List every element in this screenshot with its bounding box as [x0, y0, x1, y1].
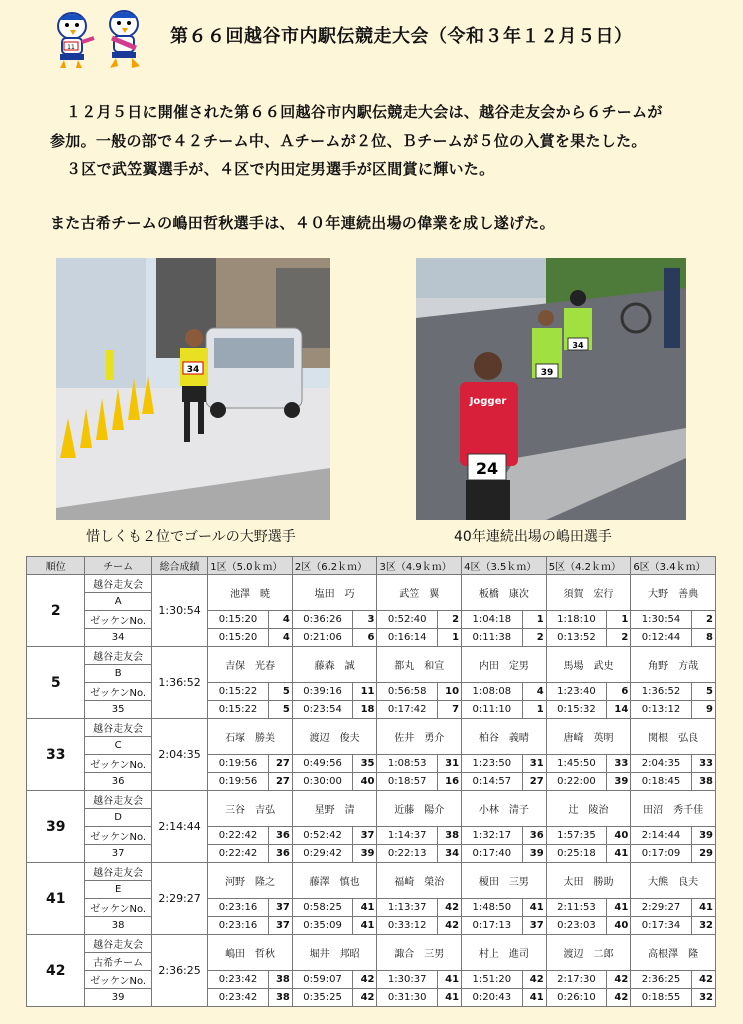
paragraph-1: １２月５日に開催された第６６回越谷市内駅伝競走大会は、越谷走友会から６チームが	[66, 103, 663, 121]
bib-label: ゼッケンNo.	[85, 611, 151, 629]
leg-place: 39	[353, 845, 377, 863]
team-rank: 5	[27, 647, 85, 719]
leg-time: 0:22:42	[208, 845, 268, 863]
leg-time: 0:13:12	[631, 701, 691, 719]
leg-time: 0:18:57	[377, 773, 437, 791]
paragraph-3: ３区で武笠翼選手が、４区で内田定男選手が区間賞に輝いた。	[66, 160, 495, 178]
leg-time: 0:20:43	[462, 989, 522, 1007]
runner-name: 柏谷 義晴	[462, 719, 547, 755]
header-leg-4: 4区（3.5ｋｍ）	[462, 557, 547, 575]
runner-name: 須賀 宏行	[546, 575, 631, 611]
leg-place: 32	[691, 989, 715, 1007]
header-team: チーム	[85, 557, 151, 575]
cumulative-place: 36	[268, 827, 292, 845]
runner-name: 榎田 三男	[462, 863, 547, 899]
cumulative-time: 1:08:08	[462, 683, 522, 701]
table-row	[27, 845, 716, 863]
cumulative-time: 0:19:56	[208, 755, 268, 773]
cumulative-place: 33	[607, 755, 631, 773]
cumulative-time: 1:45:50	[546, 755, 606, 773]
paragraph-2: 参加。一般の部で４２チーム中、Ａチームが２位、Ｂチームが５位の入賞を果たした。	[50, 132, 647, 150]
team-club: 越谷走友会	[85, 935, 151, 953]
runner-name: 星野 清	[292, 791, 377, 827]
cumulative-place: 41	[353, 899, 377, 917]
leg-time: 0:12:44	[631, 629, 691, 647]
leg-place: 38	[691, 773, 715, 791]
cumulative-place: 42	[353, 971, 377, 989]
cumulative-place: 41	[522, 899, 546, 917]
runner-name: 池澤 暁	[208, 575, 293, 611]
leg-time: 0:16:14	[377, 629, 437, 647]
leg-place: 29	[691, 845, 715, 863]
runner-name: 堀井 邦昭	[292, 935, 377, 971]
cumulative-time: 1:04:18	[462, 611, 522, 629]
page-title: 第６６回越谷市内駅伝競走大会（令和３年１２月５日）	[170, 26, 633, 47]
leg-time: 0:29:42	[292, 845, 352, 863]
leg-time: 0:18:55	[631, 989, 691, 1007]
leg-place: 18	[353, 701, 377, 719]
bib-label: ゼッケンNo.	[85, 683, 151, 701]
leg-place: 38	[268, 989, 292, 1007]
table-row	[27, 917, 716, 935]
leg-time: 0:31:30	[377, 989, 437, 1007]
table-row	[27, 791, 716, 809]
team-club: 越谷走友会	[85, 575, 151, 593]
cumulative-time: 1:30:54	[631, 611, 691, 629]
leg-time: 0:23:54	[292, 701, 352, 719]
table-row	[27, 629, 716, 647]
leg-time: 0:17:42	[377, 701, 437, 719]
leg-place: 40	[353, 773, 377, 791]
bib-number: 34	[85, 629, 151, 647]
cumulative-time: 2:36:25	[631, 971, 691, 989]
leg-place: 41	[437, 989, 461, 1007]
leg-place: 32	[691, 917, 715, 935]
photo-ohno-image	[56, 258, 330, 520]
cumulative-time: 0:39:16	[292, 683, 352, 701]
leg-place: 2	[522, 629, 546, 647]
runner-name: 板橋 康次	[462, 575, 547, 611]
cumulative-place: 40	[607, 827, 631, 845]
cumulative-place: 35	[353, 755, 377, 773]
cumulative-place: 10	[437, 683, 461, 701]
cumulative-time: 0:15:20	[208, 611, 268, 629]
team-club: 越谷走友会	[85, 863, 151, 881]
table-row	[27, 827, 716, 845]
leg-time: 0:11:10	[462, 701, 522, 719]
leg-time: 0:15:22	[208, 701, 268, 719]
leg-place: 8	[691, 629, 715, 647]
cumulative-time: 1:13:37	[377, 899, 437, 917]
cumulative-time: 1:18:10	[546, 611, 606, 629]
photo-bib-ohno: 34	[186, 365, 200, 375]
cumulative-time: 0:58:25	[292, 899, 352, 917]
bib-number: 39	[85, 989, 151, 1007]
table-row	[27, 971, 716, 989]
table-row	[27, 575, 716, 593]
leg-place: 42	[437, 917, 461, 935]
leg-time: 0:35:25	[292, 989, 352, 1007]
cumulative-time: 0:49:56	[292, 755, 352, 773]
cumulative-place: 38	[437, 827, 461, 845]
runner-name: 辻 陵治	[546, 791, 631, 827]
cumulative-time: 0:23:16	[208, 899, 268, 917]
table-row	[27, 719, 716, 737]
team-rank: 2	[27, 575, 85, 647]
leg-time: 0:13:52	[546, 629, 606, 647]
leg-place: 41	[522, 989, 546, 1007]
cumulative-time: 2:14:44	[631, 827, 691, 845]
team-club: 越谷走友会	[85, 719, 151, 737]
runner-name: 渡辺 二郎	[546, 935, 631, 971]
cumulative-time: 2:04:35	[631, 755, 691, 773]
cumulative-place: 3	[353, 611, 377, 629]
cumulative-place: 1	[522, 611, 546, 629]
cumulative-time: 0:36:26	[292, 611, 352, 629]
photo-banner-text: Jogger	[469, 396, 507, 407]
cumulative-place: 6	[607, 683, 631, 701]
leg-place: 5	[268, 701, 292, 719]
bib-label: ゼッケンNo.	[85, 755, 151, 773]
leg-time: 0:17:13	[462, 917, 522, 935]
leg-place: 14	[607, 701, 631, 719]
runner-name: 近藤 陽介	[377, 791, 462, 827]
runner-name: 都丸 和宣	[377, 647, 462, 683]
photo-bib-2: 39	[540, 368, 554, 378]
runner-name: 塩田 巧	[292, 575, 377, 611]
table-row	[27, 989, 716, 1007]
photo-shimada-runner	[416, 258, 686, 520]
header	[0, 0, 743, 70]
runner-name: 石塚 勝美	[208, 719, 293, 755]
leg-place: 41	[607, 845, 631, 863]
table-row	[27, 701, 716, 719]
leg-time: 0:30:00	[292, 773, 352, 791]
leg-time: 0:22:00	[546, 773, 606, 791]
cumulative-place: 42	[437, 899, 461, 917]
header-leg-3: 3区（4.9ｋｍ）	[377, 557, 462, 575]
runner-name: 諏合 三男	[377, 935, 462, 971]
cumulative-time: 0:22:42	[208, 827, 268, 845]
table-row	[27, 935, 716, 953]
runner-name: 河野 隆之	[208, 863, 293, 899]
cumulative-time: 0:23:42	[208, 971, 268, 989]
cumulative-time: 0:52:42	[292, 827, 352, 845]
bib-label: ゼッケンNo.	[85, 899, 151, 917]
cumulative-place: 42	[691, 971, 715, 989]
cumulative-time: 1:14:37	[377, 827, 437, 845]
cumulative-time: 1:23:50	[462, 755, 522, 773]
cumulative-place: 2	[691, 611, 715, 629]
runner-name: 唐崎 英明	[546, 719, 631, 755]
runner-name: 佐井 勇介	[377, 719, 462, 755]
runner-name: 関根 弘良	[631, 719, 716, 755]
runner-name: 福崎 榮治	[377, 863, 462, 899]
leg-place: 34	[437, 845, 461, 863]
cumulative-time: 1:51:20	[462, 971, 522, 989]
mascot-illustration	[46, 8, 156, 72]
cumulative-time: 2:11:53	[546, 899, 606, 917]
team-rank: 39	[27, 791, 85, 863]
photo-ohno-finish	[56, 258, 330, 520]
table-row	[27, 683, 716, 701]
table-row	[27, 899, 716, 917]
leg-place: 27	[522, 773, 546, 791]
cumulative-place: 41	[607, 899, 631, 917]
runner-name: 大熊 良夫	[631, 863, 716, 899]
runner-name: 渡辺 俊夫	[292, 719, 377, 755]
leg-place: 4	[268, 629, 292, 647]
leg-place: 6	[353, 629, 377, 647]
mascot-right	[110, 11, 140, 68]
team-total-time: 2:04:35	[151, 719, 207, 791]
leg-place: 39	[522, 845, 546, 863]
caption-ohno: 惜しくも２位でゴールの大野選手	[86, 529, 296, 545]
cumulative-place: 5	[268, 683, 292, 701]
table-row	[27, 863, 716, 881]
leg-time: 0:19:56	[208, 773, 268, 791]
cumulative-place: 41	[691, 899, 715, 917]
cumulative-time: 0:15:22	[208, 683, 268, 701]
bib-number: 36	[85, 773, 151, 791]
photo-shimada-image	[416, 258, 686, 520]
runner-name: 三谷 吉弘	[208, 791, 293, 827]
table-header-row	[27, 557, 716, 575]
cumulative-place: 38	[268, 971, 292, 989]
cumulative-place: 42	[522, 971, 546, 989]
cumulative-place: 1	[607, 611, 631, 629]
leg-time: 0:25:18	[546, 845, 606, 863]
cumulative-place: 27	[268, 755, 292, 773]
header-rank: 順位	[27, 557, 85, 575]
bib-label: ゼッケンNo.	[85, 971, 151, 989]
leg-place: 40	[607, 917, 631, 935]
cumulative-time: 1:30:37	[377, 971, 437, 989]
results-table	[26, 556, 716, 1007]
leg-time: 0:15:32	[546, 701, 606, 719]
leg-time: 0:11:38	[462, 629, 522, 647]
cumulative-place: 31	[437, 755, 461, 773]
cumulative-place: 33	[691, 755, 715, 773]
leg-place: 36	[268, 845, 292, 863]
leg-time: 0:23:03	[546, 917, 606, 935]
leg-time: 0:23:42	[208, 989, 268, 1007]
leg-time: 0:15:20	[208, 629, 268, 647]
runner-name: 武笠 翼	[377, 575, 462, 611]
leg-time: 0:23:16	[208, 917, 268, 935]
cumulative-time: 1:36:52	[631, 683, 691, 701]
runner-name: 藤森 誠	[292, 647, 377, 683]
leg-place: 7	[437, 701, 461, 719]
leg-time: 0:21:06	[292, 629, 352, 647]
leg-time: 0:14:57	[462, 773, 522, 791]
team-total-time: 2:36:25	[151, 935, 207, 1007]
cumulative-place: 31	[522, 755, 546, 773]
cumulative-place: 11	[353, 683, 377, 701]
paragraph-4: また古希チームの嶋田哲秋選手は、４０年連続出場の偉業を成し遂げた。	[50, 214, 555, 232]
header-leg-5: 5区（4.2ｋｍ）	[546, 557, 631, 575]
bib-number: 37	[85, 845, 151, 863]
team-club: 越谷走友会	[85, 647, 151, 665]
cumulative-place: 41	[437, 971, 461, 989]
team-name: E	[85, 881, 151, 899]
cumulative-time: 1:48:50	[462, 899, 522, 917]
photo-bib-shimada: 24	[475, 459, 499, 478]
cumulative-place: 37	[353, 827, 377, 845]
leg-time: 0:17:09	[631, 845, 691, 863]
cumulative-time: 2:17:30	[546, 971, 606, 989]
leg-place: 27	[268, 773, 292, 791]
leg-time: 0:33:12	[377, 917, 437, 935]
runner-name: 藤澤 慎也	[292, 863, 377, 899]
leg-place: 37	[522, 917, 546, 935]
team-total-time: 1:30:54	[151, 575, 207, 647]
leg-place: 9	[691, 701, 715, 719]
cumulative-place: 39	[691, 827, 715, 845]
cumulative-place: 37	[268, 899, 292, 917]
team-name: D	[85, 809, 151, 827]
caption-shimada: 40年連続出場の嶋田選手	[454, 529, 612, 545]
leg-time: 0:17:40	[462, 845, 522, 863]
team-total-time: 2:29:27	[151, 863, 207, 935]
runner-name: 太田 勝助	[546, 863, 631, 899]
cumulative-time: 1:23:40	[546, 683, 606, 701]
cumulative-place: 4	[522, 683, 546, 701]
table-row	[27, 773, 716, 791]
cumulative-time: 1:57:35	[546, 827, 606, 845]
leg-time: 0:22:13	[377, 845, 437, 863]
cumulative-time: 2:29:27	[631, 899, 691, 917]
cumulative-time: 1:32:17	[462, 827, 522, 845]
team-rank: 42	[27, 935, 85, 1007]
leg-time: 0:17:34	[631, 917, 691, 935]
header-leg-6: 6区（3.4ｋｍ）	[631, 557, 716, 575]
cumulative-place: 36	[522, 827, 546, 845]
runner-name: 高根澤 隆	[631, 935, 716, 971]
header-leg-1: 1区（5.0ｋｍ）	[208, 557, 293, 575]
team-name: C	[85, 737, 151, 755]
runner-name: 小林 清子	[462, 791, 547, 827]
cumulative-time: 0:52:40	[377, 611, 437, 629]
team-total-time: 1:36:52	[151, 647, 207, 719]
photo-bib-3: 34	[572, 341, 584, 350]
svg-text:11: 11	[67, 44, 75, 51]
cumulative-time: 1:08:53	[377, 755, 437, 773]
runner-name: 角野 方哉	[631, 647, 716, 683]
leg-time: 0:18:45	[631, 773, 691, 791]
team-name: A	[85, 593, 151, 611]
header-total: 総合成績	[151, 557, 207, 575]
cumulative-time: 0:56:58	[377, 683, 437, 701]
leg-place: 39	[607, 773, 631, 791]
runner-name: 田沼 秀千佳	[631, 791, 716, 827]
team-club: 越谷走友会	[85, 791, 151, 809]
bib-number: 38	[85, 917, 151, 935]
cumulative-time: 0:59:07	[292, 971, 352, 989]
runner-name: 馬場 武史	[546, 647, 631, 683]
leg-place: 37	[268, 917, 292, 935]
leg-time: 0:35:09	[292, 917, 352, 935]
team-rank: 33	[27, 719, 85, 791]
leg-place: 42	[353, 989, 377, 1007]
mascot-left	[58, 13, 94, 68]
runner-name: 村上 進司	[462, 935, 547, 971]
bib-label: ゼッケンNo.	[85, 827, 151, 845]
cumulative-place: 42	[607, 971, 631, 989]
leg-place: 16	[437, 773, 461, 791]
leg-place: 41	[353, 917, 377, 935]
header-leg-2: 2区（6.2ｋｍ）	[292, 557, 377, 575]
runner-name: 嶋田 哲秋	[208, 935, 293, 971]
cumulative-place: 5	[691, 683, 715, 701]
team-name: B	[85, 665, 151, 683]
cumulative-place: 2	[437, 611, 461, 629]
leg-time: 0:26:10	[546, 989, 606, 1007]
cumulative-place: 4	[268, 611, 292, 629]
leg-place: 1	[437, 629, 461, 647]
runner-name: 吉保 光春	[208, 647, 293, 683]
runner-name: 大野 善典	[631, 575, 716, 611]
bib-number: 35	[85, 701, 151, 719]
leg-place: 2	[607, 629, 631, 647]
team-rank: 41	[27, 863, 85, 935]
leg-place: 1	[522, 701, 546, 719]
runner-name: 内田 定男	[462, 647, 547, 683]
team-total-time: 2:14:44	[151, 791, 207, 863]
team-name: 古希チーム	[85, 953, 151, 971]
table-row	[27, 647, 716, 665]
table-row	[27, 611, 716, 629]
leg-place: 42	[607, 989, 631, 1007]
table-row	[27, 755, 716, 773]
